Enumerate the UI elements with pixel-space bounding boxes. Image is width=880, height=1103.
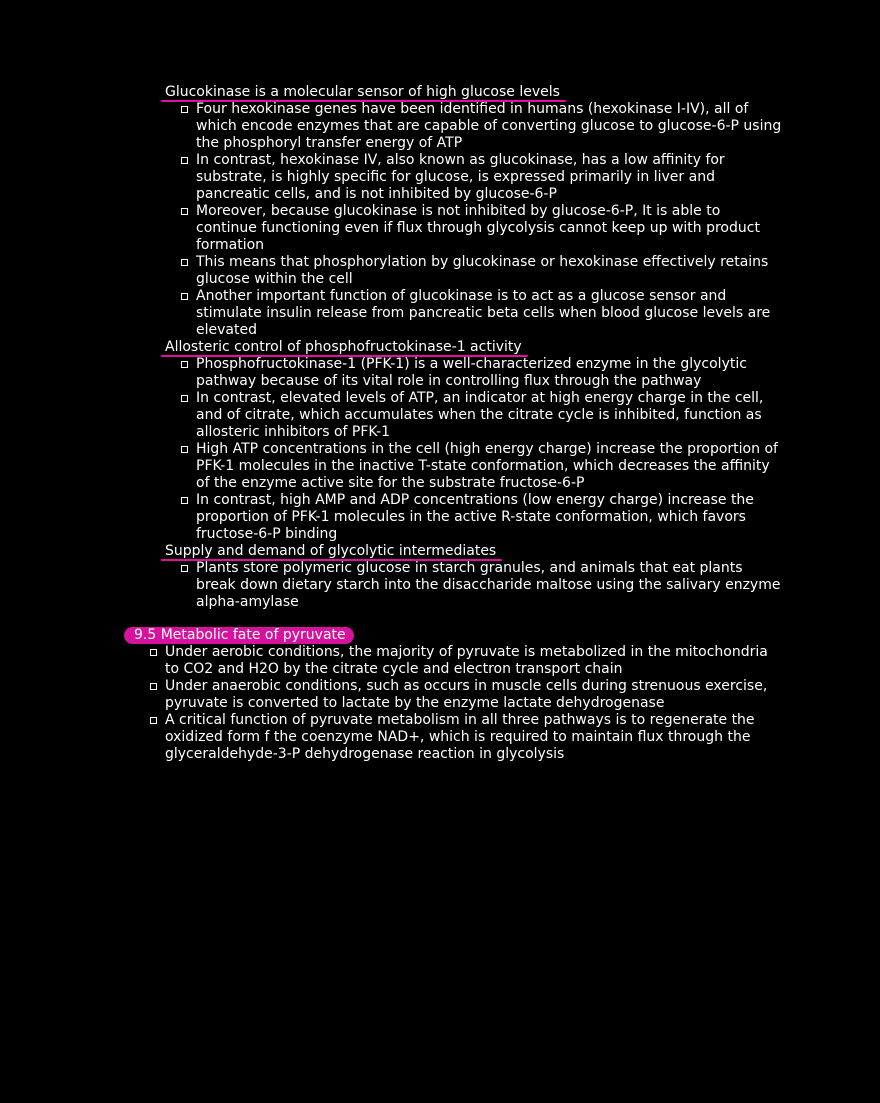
list-item-text: Phosphofructokinase-1 (PFK-1) is a well-characterized enzyme in the glycolytic pathway because of its vital role in controlling flux through the pathway xyxy=(196,356,747,389)
square-bullet-icon xyxy=(181,208,188,215)
supply-heading-text: Supply and demand of glycolytic intermediates xyxy=(165,543,497,559)
list-item-text: In contrast, high AMP and ADP concentrations (low energy charge) increase the proportion of PFK-1 molecules in the active R-state conformation, which favors fructose-6-P binding xyxy=(196,492,754,542)
list-item-text: High ATP concentrations in the cell (high energy charge) increase the proportion of PFK-1 molecules in the inactive T-state conformation, which decreases the affinity of the enzyme active site for the substrate fructose-6-P xyxy=(196,441,778,491)
notes-page xyxy=(0,84,880,763)
pfk-heading xyxy=(165,339,526,356)
list-item-text: Under anaerobic conditions, such as occurs in muscle cells during strenuous exercise, pyruvate is converted to lactate by the enzyme lactate dehydrogenase xyxy=(165,678,768,711)
square-bullet-icon xyxy=(181,106,188,113)
pyruvate-heading-wrap xyxy=(124,627,880,644)
glucokinase-heading-text: Glucokinase is a molecular sensor of high glucose levels xyxy=(165,84,560,100)
square-bullet-icon xyxy=(181,565,188,572)
list-item-text: In contrast, hexokinase IV, also known as glucokinase, has a low affinity for substrate, is highly specific for glucose, is expressed primarily in liver and pancreatic cells, and is not inhibited by glucose-6-P xyxy=(196,152,725,202)
square-bullet-icon xyxy=(181,361,188,368)
supply-heading xyxy=(165,543,500,560)
list-item xyxy=(134,678,784,712)
square-bullet-icon xyxy=(181,293,188,300)
glucokinase-list xyxy=(165,101,785,339)
square-bullet-icon xyxy=(181,259,188,266)
list-item xyxy=(165,254,785,288)
square-bullet-icon xyxy=(150,649,157,656)
pyruvate-heading: 9.5 Metabolic fate of pyruvate xyxy=(124,627,354,644)
pfk-section xyxy=(165,339,785,543)
square-bullet-icon xyxy=(181,157,188,164)
pyruvate-section xyxy=(134,644,784,763)
supply-section xyxy=(165,543,785,611)
list-item xyxy=(134,644,784,678)
list-item-text: Plants store polymeric glucose in starch granules, and animals that eat plants break down dietary starch into the disaccharide maltose using the salivary enzyme alpha-amylase xyxy=(196,560,781,610)
list-item xyxy=(165,356,785,390)
square-bullet-icon xyxy=(150,717,157,724)
list-item xyxy=(165,390,785,441)
list-item xyxy=(165,203,785,254)
list-item xyxy=(165,492,785,543)
list-item-text: Another important function of glucokinase is to act as a glucose sensor and stimulate insulin release from pancreatic beta cells when blood glucose levels are elevated xyxy=(196,288,771,338)
supply-list xyxy=(165,560,785,611)
glucokinase-section xyxy=(165,84,785,339)
pfk-list xyxy=(165,356,785,543)
list-item-text: This means that phosphorylation by glucokinase or hexokinase effectively retains glucose within the cell xyxy=(196,254,769,287)
list-item-text: In contrast, elevated levels of ATP, an indicator at high energy charge in the cell, and of citrate, which accumulates when the citrate cycle is inhibited, function as allosteric inhibitors of PFK-1 xyxy=(196,390,764,440)
list-item-text: A critical function of pyruvate metabolism in all three pathways is to regenerate the oxidized form f the coenzyme NAD+, which is required to maintain flux through the glyceraldehyde-3-P dehydrogenase reaction in glycolysis xyxy=(165,712,755,762)
square-bullet-icon xyxy=(181,446,188,453)
list-item xyxy=(165,288,785,339)
list-item-text: Under aerobic conditions, the majority of pyruvate is metabolized in the mitochondria to CO2 and H2O by the citrate cycle and electron transport chain xyxy=(165,644,768,677)
pfk-heading-text: Allosteric control of phosphofructokinase-1 activity xyxy=(165,339,522,355)
list-item-text: Four hexokinase genes have been identified in humans (hexokinase I-IV), all of which encode enzymes that are capable of converting glucose to glucose-6-P using the phosphoryl transfer energy of ATP xyxy=(196,101,782,151)
glucokinase-heading xyxy=(165,84,564,101)
list-item-text: Moreover, because glucokinase is not inhibited by glucose-6-P, It is able to continue functioning even if flux through glycolysis cannot keep up with product formation xyxy=(196,203,760,253)
square-bullet-icon xyxy=(181,497,188,504)
list-item xyxy=(165,152,785,203)
list-item xyxy=(134,712,784,763)
list-item xyxy=(165,101,785,152)
list-item xyxy=(165,441,785,492)
square-bullet-icon xyxy=(150,683,157,690)
square-bullet-icon xyxy=(181,395,188,402)
pyruvate-list xyxy=(134,644,784,763)
list-item xyxy=(165,560,785,611)
